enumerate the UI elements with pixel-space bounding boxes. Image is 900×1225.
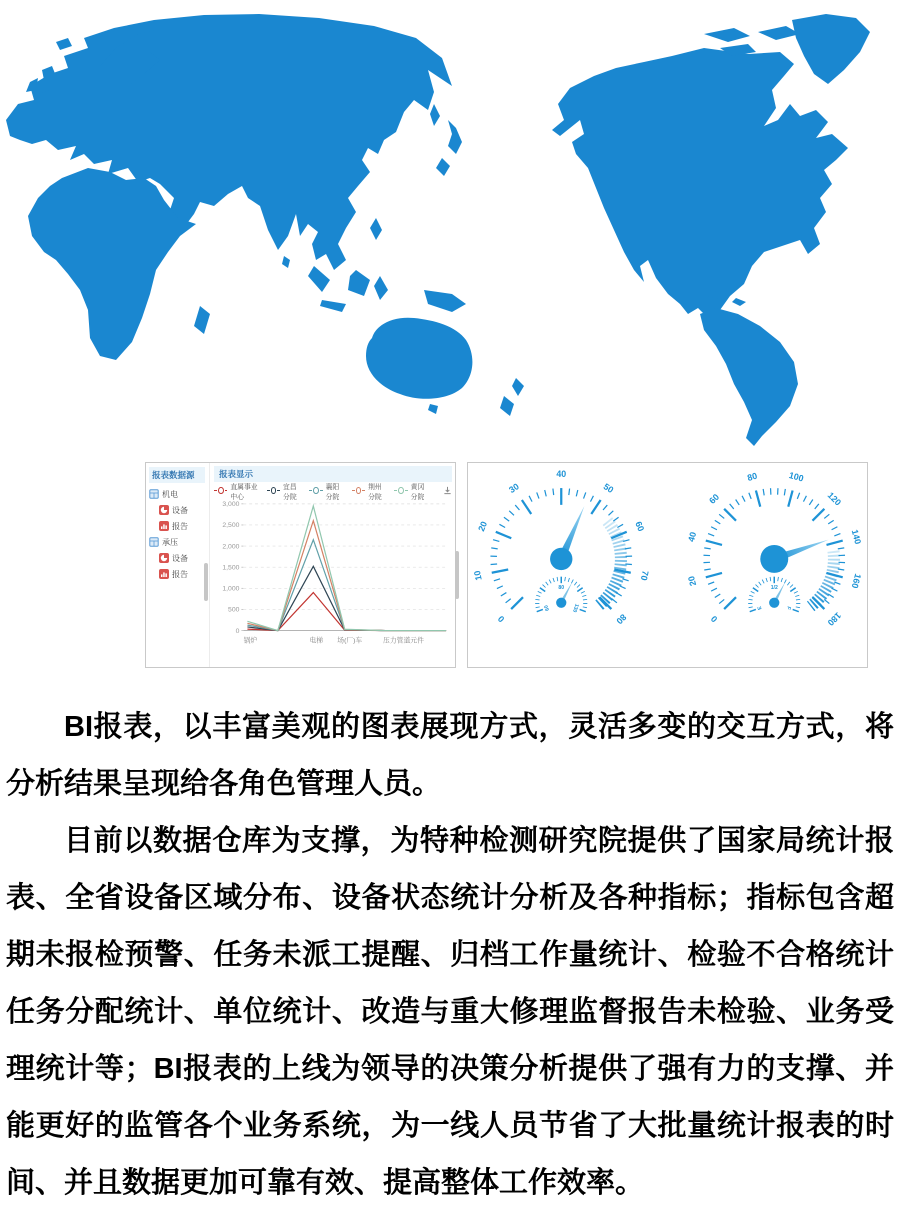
gauge-tick-label: 10	[471, 569, 484, 582]
bar-report-icon	[159, 521, 169, 531]
gauge-tick-label: 0	[495, 613, 507, 625]
subgauge-hub	[769, 598, 779, 608]
world-map-image	[4, 8, 896, 446]
japan-shape	[436, 120, 462, 176]
gauge-right-svg	[681, 466, 868, 664]
gauge-tick-label: 20	[685, 574, 698, 588]
south-america-shape	[700, 308, 798, 446]
sidebar-item-label: 报告	[172, 569, 188, 579]
legend-line	[362, 490, 365, 491]
gauge-tick-label: 40	[685, 530, 698, 543]
iceland-shape	[56, 38, 72, 50]
pie-chart-icon	[159, 553, 169, 563]
subgauge-label: F	[784, 605, 792, 611]
srilanka-shape	[282, 256, 290, 268]
gauge-tick-label: 100	[787, 470, 805, 484]
series-line-直属事业中心	[247, 593, 446, 631]
legend-line	[267, 490, 270, 491]
legend-item-宜昌分院[interactable]	[267, 481, 303, 501]
sumatra-shape	[308, 266, 330, 292]
grid-folder-icon	[149, 489, 159, 499]
legend-label: 荆州分院	[368, 483, 382, 501]
y-tick-label: 1,000	[222, 585, 240, 593]
legend-label: 直属事业中心	[230, 483, 258, 501]
x-category-label: 场(厂)车	[337, 637, 363, 645]
gauge-tick-label: 30	[507, 481, 521, 496]
legend-item-荆州分院[interactable]	[352, 481, 388, 501]
subgauge-hub	[556, 598, 566, 608]
legend-label: 襄阳分院	[325, 483, 340, 501]
sidebar-item-机电[interactable]	[149, 487, 209, 501]
gauge-dashboard-screenshot	[467, 462, 868, 668]
y-tick-label: 2,000	[222, 543, 240, 551]
x-category-label: 压力管道元件	[383, 637, 424, 645]
y-tick-label: 0	[235, 627, 240, 635]
legend-line	[394, 490, 397, 491]
philippines-shape	[370, 218, 382, 240]
gauge-hub	[550, 548, 572, 570]
gauge-tick-label: 50	[601, 481, 616, 496]
legend-line	[277, 490, 280, 491]
gauge-tick-label: 0	[708, 613, 719, 625]
gauge-tick-label: 160	[849, 572, 863, 590]
greenland-shape	[792, 14, 870, 84]
borneo-shape	[348, 270, 370, 296]
north-america-shape	[552, 48, 848, 318]
bar-report-icon	[159, 569, 169, 579]
sidebar-item-承压[interactable]	[149, 535, 209, 549]
legend-item-襄阳分院[interactable]	[309, 481, 345, 501]
series-line-襄阳分院	[247, 540, 446, 631]
sidebar-item-label: 承压	[162, 537, 178, 547]
gauge-tick-label: 80	[614, 612, 629, 627]
report-display-title: 报表显示	[214, 466, 452, 482]
series-line-黄冈分院	[247, 506, 446, 631]
y-tick-label: 2,500	[222, 522, 240, 530]
gauge-tick-label: 80	[745, 470, 758, 483]
subgauge-label: 130	[571, 602, 580, 613]
sidebar-item-设备[interactable]	[149, 503, 209, 517]
line-chart-svg	[214, 498, 452, 652]
subgauge-label: 1/2	[770, 584, 778, 591]
legend-label: 宜昌分院	[283, 483, 297, 501]
bi-report-screenshot	[145, 462, 456, 668]
newzealand-shape	[500, 378, 524, 416]
report-datasource-sidebar	[146, 463, 210, 667]
chart-scrollbar[interactable]	[455, 551, 459, 599]
sidebar-item-label: 报告	[172, 521, 188, 531]
tasmania-shape	[428, 404, 438, 414]
gauge-tick-label: 120	[825, 490, 843, 508]
series-line-宜昌分院	[247, 566, 446, 630]
sidebar-item-报告[interactable]	[149, 567, 209, 581]
java-shape	[320, 300, 346, 312]
sidebar-item-label: 机电	[162, 489, 178, 499]
australia-shape	[366, 318, 472, 399]
subgauge-label: 80	[558, 584, 565, 591]
download-icon[interactable]	[443, 486, 452, 495]
sidebar-scrollbar[interactable]	[204, 563, 208, 601]
gauge-tick-label: 60	[706, 491, 721, 506]
x-category-label: 锅炉	[243, 637, 258, 645]
sidebar-item-label: 设备	[172, 553, 188, 563]
legend-item-黄冈分院[interactable]	[394, 481, 430, 501]
newguinea-shape	[424, 290, 466, 312]
x-category-label: 电梯	[309, 637, 324, 645]
y-tick-label: 500	[228, 606, 240, 614]
legend-circle-marker	[356, 487, 362, 494]
gauge-left-svg	[468, 466, 655, 664]
sidebar-item-报告[interactable]	[149, 519, 209, 533]
sulawesi-shape	[374, 276, 388, 300]
sidebar-item-设备[interactable]	[149, 551, 209, 565]
legend-line	[225, 490, 228, 491]
legend-circle-marker	[271, 487, 277, 494]
gauge-tick-label: 20	[476, 519, 490, 533]
gauge-tick-label: 70	[638, 569, 651, 582]
paragraph-2: 目前以数据仓库为支撑，为特种检测研究院提供了国家局统计报表、全省设备区域分布、设备状态统计分析及各种指标；指标包含超期未报检预警、任务未派工提醒、归档工作量统计、检验不合格统计任务分配统计、单位统计、改造与重大修理监督报告未检验、业务受理统计等；BI报表的上线为领导的决策分析提供了强有力的支撑、并能更好的监管各个业务系统，为一线人员节省了大批量统计报表的时间、并且数据更加可靠有效、提高整体工作效率。	[6, 825, 894, 1199]
chart-legend	[214, 483, 452, 501]
paragraph-1: BI报表，以丰富美观的图表展现方式，灵活多变的交互方式，将分析结果呈现给各角色管理人员。	[6, 711, 894, 800]
gauge-tick-label: 140	[849, 528, 863, 546]
legend-line	[405, 490, 408, 491]
sidebar-item-label: 设备	[172, 505, 188, 515]
gauge-tick-label: 60	[633, 519, 647, 533]
y-tick-label: 1,500	[222, 564, 240, 572]
y-tick-label: 3,000	[222, 501, 240, 509]
legend-circle-marker	[313, 487, 319, 494]
world-map-svg	[4, 8, 896, 446]
gauge-hub	[760, 545, 788, 573]
africa-shape	[28, 168, 196, 360]
gauge-tick-label: 40	[556, 468, 567, 479]
subgauge-label: E	[756, 605, 764, 611]
legend-line	[309, 490, 312, 491]
madagascar-shape	[194, 306, 210, 334]
report-display-area	[210, 463, 460, 667]
legend-line	[320, 490, 323, 491]
subgauge-label: 60	[543, 604, 551, 612]
legend-label: 黄冈分院	[410, 483, 425, 501]
sidebar-title: 报表数据源	[149, 467, 205, 483]
legend-line	[214, 490, 217, 491]
pie-chart-icon	[159, 505, 169, 515]
series-line-荆州分院	[247, 521, 446, 631]
gauge-tick-label: 180	[825, 610, 843, 628]
legend-circle-marker	[218, 487, 224, 494]
sidebar-tree	[149, 487, 209, 581]
grid-folder-icon	[149, 537, 159, 547]
legend-circle-marker	[398, 487, 404, 494]
body-text	[6, 699, 894, 1212]
legend-item-直属事业中心[interactable]	[214, 481, 260, 501]
sakhalin-shape	[430, 104, 440, 126]
legend-line	[352, 490, 355, 491]
